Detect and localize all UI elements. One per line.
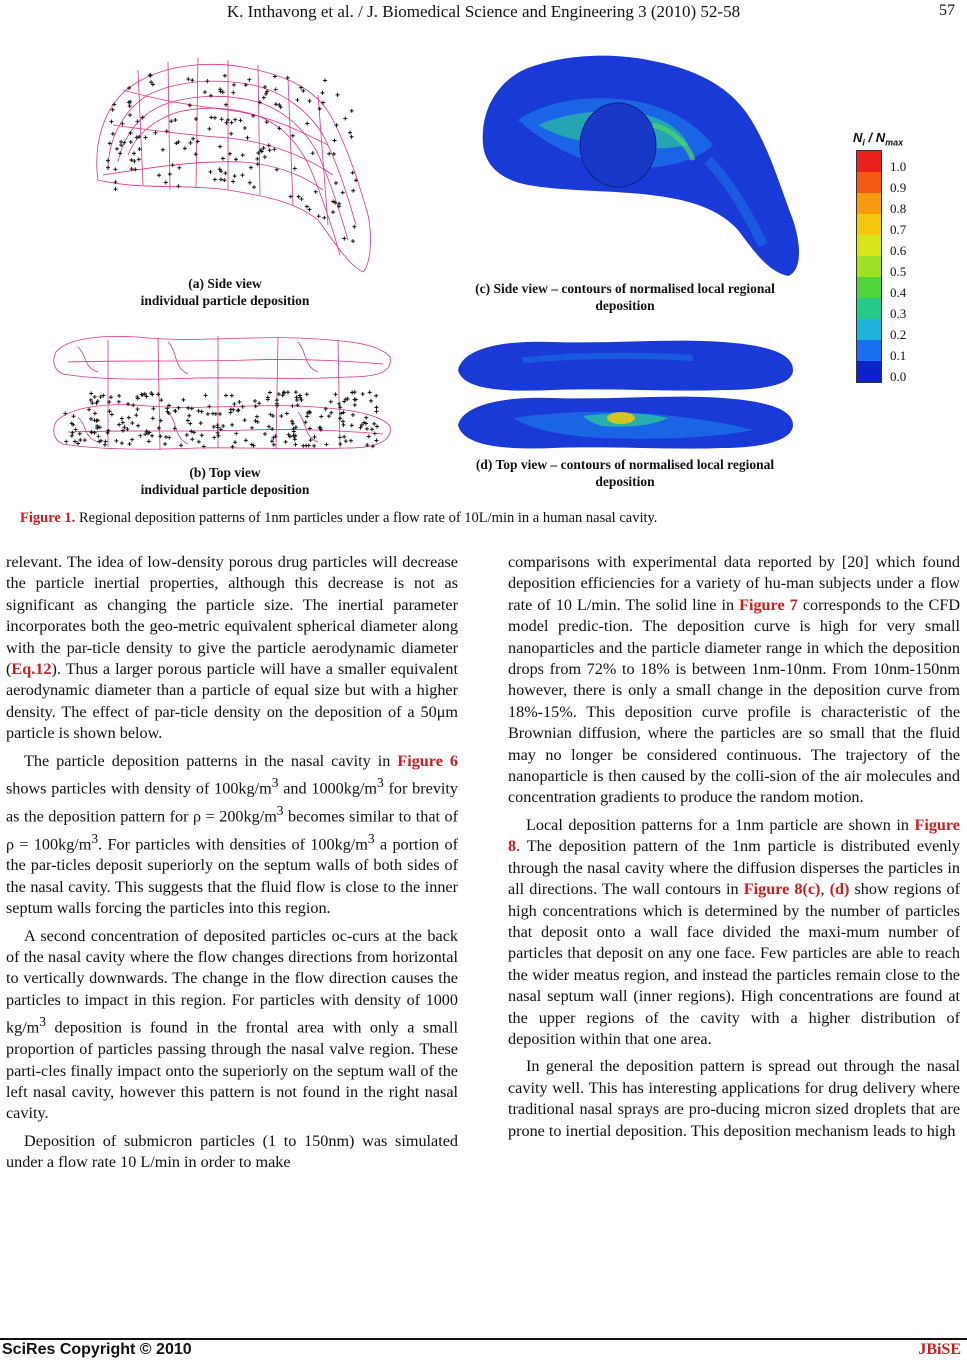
page-number: 57 — [939, 2, 955, 19]
footer-rule — [0, 1338, 967, 1340]
legend-swatch — [857, 277, 881, 298]
legend-label: 0.9 — [890, 180, 907, 195]
panel-c-side-view-contour — [478, 50, 808, 280]
figure-caption-text: Regional deposition patterns of 1nm particles under a flow rate of 10L/min in a human nasal cavity. — [75, 510, 658, 526]
legend-label: 1.0 — [890, 159, 907, 174]
panel-a-caption: (a) Side view individual particle deposition — [140, 276, 310, 308]
legend-labels — [890, 156, 930, 387]
running-header: K. Inthavong et al. / J. Biomedical Science and Engineering 3 (2010) 52-58 — [226, 2, 741, 21]
legend-swatch — [857, 193, 881, 214]
legend-swatch — [857, 235, 881, 256]
figure-8-link[interactable]: Figure 8 — [508, 815, 960, 856]
figure-caption-label: Figure 1. — [20, 510, 76, 526]
body-right-column — [508, 552, 960, 1148]
legend-swatch — [857, 340, 881, 361]
panel-d-top-view-contour — [453, 330, 798, 455]
legend-label: 0.1 — [890, 348, 907, 363]
legend-swatch — [857, 256, 881, 277]
panel-b-top-view-image — [48, 322, 398, 462]
legend-label: 0.4 — [890, 285, 907, 300]
panel-d-caption: (d) Top view – contours of normalised local regional deposition — [475, 457, 775, 489]
right-paragraph-2: Local deposition patterns for a 1nm particle are shown in Figure 8. The deposition pattern of the 1nm particle is distributed evenly through the nasal cavity where the diffusion disperses the particles in all directions. The wall contours in Figure 8(c), (d) show regions of high concentrations which is determined by the number of particles that deposit onto a wall face divided the maxi-mum number of particles that deposit on any one face. Few particles are able to reach the wider meatus region, and instead the particles remain close to the nasal septum wall (inner regions). High concentrations are found at the upper regions of the cavity with a higher distribution of deposition within that one area. — [508, 815, 960, 1048]
legend-label: 0.6 — [890, 243, 907, 258]
legend-swatch — [857, 298, 881, 319]
legend-label: 0.8 — [890, 201, 907, 216]
legend-label: 0.5 — [890, 264, 907, 279]
footer-journal: JBiSE — [918, 1341, 961, 1358]
legend-label: 0.2 — [890, 327, 907, 342]
legend-label: 0.0 — [890, 369, 907, 384]
left-paragraph-3: A second concentration of deposited particles oc-curs at the back of the nasal cavity where the flow changes directions from horizontal to vertically downwards. The change in the flow direction causes the particles to impact in this region. For particles with density of 1000 $kg/m^3$ deposition is found in the frontal area with only a small proportion of particles passing through the nasal valve region. These parti-cles finally impact onto the superiorly on the septum wall of the left nasal cavity, however this pattern is not found in the right nasal cavity. — [6, 926, 458, 1123]
legend-title: $N_i / N_{max}$ — [853, 130, 904, 148]
panel-a-side-view-image — [78, 50, 378, 275]
legend-label: 0.7 — [890, 222, 907, 237]
panel-c-caption: (c) Side view – contours of normalised local regional deposition — [475, 281, 775, 313]
figure-8d-link[interactable]: (d) — [829, 880, 850, 899]
legend-color-bar — [856, 150, 882, 383]
figure-8c-link[interactable]: Figure 8(c) — [743, 880, 821, 899]
right-paragraph-3: In general the deposition pattern is spread out through the nasal cavity well. This has interesting applications for drug delivery where traditional nasal sprays are pro-ducing micron sized droplets that are prone to inertial deposition. This deposition mechanism leads to high — [508, 1057, 960, 1140]
left-paragraph-4: Deposition of submicron particles (1 to 150nm) was simulated under a flow rate 10 L/min in order to make — [6, 1131, 458, 1172]
legend-swatch — [857, 361, 881, 382]
legend-swatch — [857, 214, 881, 235]
figure-caption — [20, 510, 657, 527]
legend-swatch — [857, 151, 881, 172]
panel-b-caption: (b) Top view individual particle deposition — [140, 465, 310, 497]
eq-12-link[interactable]: Eq.12 — [11, 660, 52, 679]
legend-label: 0.3 — [890, 306, 907, 321]
legend-swatch — [857, 319, 881, 340]
left-paragraph-2: The particle deposition patterns in the nasal cavity in Figure 6 shows particles with density of $100kg/m^3$ and $1000kg/m^3$ for brevity as the deposition pattern for $\rho = 200kg/m^3$ becomes similar to that of $\rho = 100kg/m^3$. For particles with densities of $100kg/m^3$ a portion of the par-ticles deposit superiorly on the septum walls of both sides of the nasal cavity. This suggests that the fluid flow is close to the inner septum walls forcing the particles into this region. — [6, 751, 458, 918]
legend-swatch — [857, 172, 881, 193]
left-paragraph-1: relevant. The idea of low-density porous drug particles will decrease the particle inertial properties, although this decrease is not as significant as changing the particle size. The inertial parameter incorporates both the geo-metric equivalent spherical diameter along with the par-ticle density to give the particle aerodynamic diameter (Eq.12). Thus a larger porous particle will have a smaller equivalent aerodynamic diameter than a particle of equal size but with a higher density. The effect of par-ticle density on the deposition of a 50μm particle is shown below. — [6, 553, 458, 743]
right-paragraph-1: comparisons with experimental data reported by [20] which found deposition efficiencies for a variety of hu-man subjects under a flow rate of 10 L/min. The solid line in Figure 7 corresponds to the CFD model predic-tion. The deposition curve is high for very small nanoparticles and the particle diameter range in which the deposition drops from 72% to 18% is between 1nm-10nm. From 10nm-150nm however, there is only a small change in the deposition curve from 18%-15%. This deposition curve profile is characteristic of the Brownian diffusion, where the particles are so small that the fluid may no longer be considered continuous. The trajectory of the nanoparticle is then caused by the colli-sion of the air molecules and concentration gradients to produce the random motion. — [508, 553, 961, 807]
figure-6-link[interactable]: Figure 6 — [397, 751, 458, 770]
footer-copyright: SciRes Copyright © 2010 — [2, 1341, 192, 1358]
figure-7-link[interactable]: Figure 7 — [739, 595, 798, 614]
body-left-column — [6, 552, 458, 1180]
